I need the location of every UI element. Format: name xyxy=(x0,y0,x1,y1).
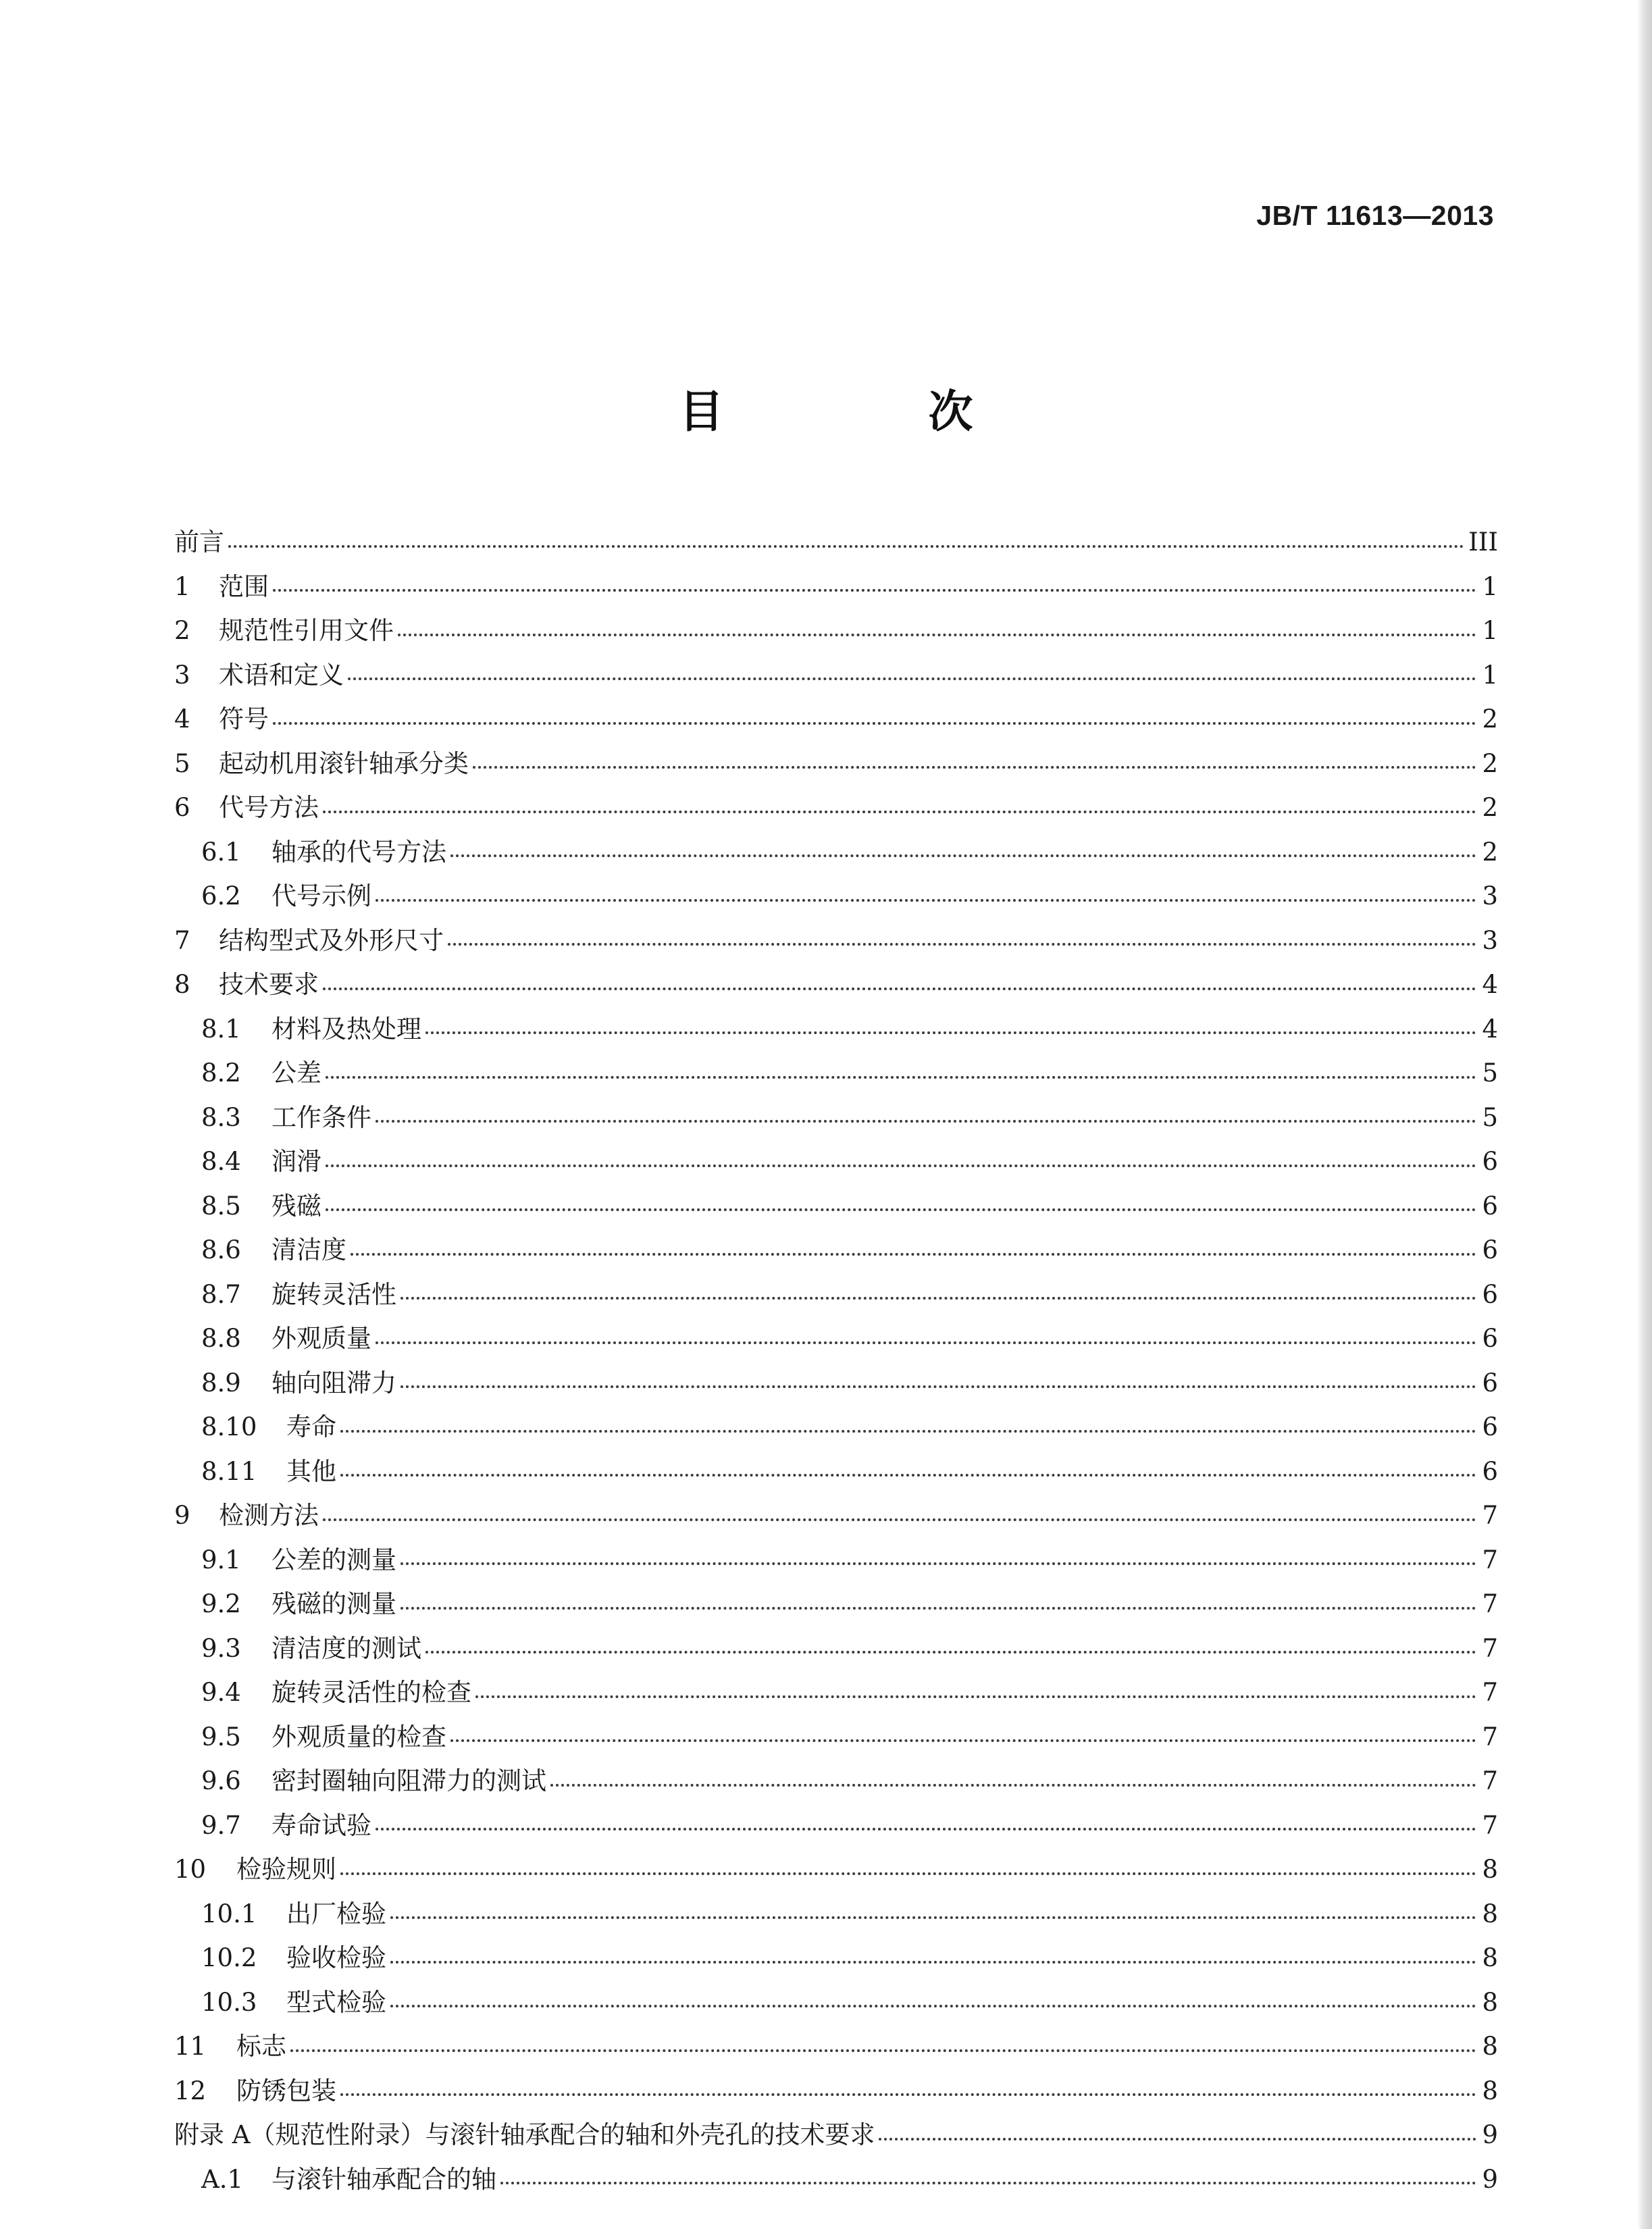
toc-entry-page: 6 xyxy=(1482,1456,1498,1486)
toc-entry-title: 残磁的测量 xyxy=(272,1589,396,1618)
toc-dot-leader xyxy=(401,1553,1476,1566)
toc-entry-number: 11 xyxy=(174,2032,207,2061)
toc-entry-number: 8.9 xyxy=(201,1368,241,1398)
toc-dot-leader xyxy=(290,2040,1476,2053)
toc-dot-leader xyxy=(273,713,1476,726)
toc-entry-page: 7 xyxy=(1482,1589,1498,1618)
toc-dot-leader xyxy=(390,1951,1476,1965)
toc-entry-title: 代号示例 xyxy=(272,881,371,911)
toc-entry-number: 9.2 xyxy=(201,1589,241,1618)
toc-dot-leader xyxy=(326,1067,1476,1080)
toc-entry-title: 轴承的代号方法 xyxy=(272,837,446,867)
toc-entry-number: 8.5 xyxy=(201,1191,241,1221)
toc-entry-page: 2 xyxy=(1482,793,1498,822)
toc-entry-page: 2 xyxy=(1482,837,1498,867)
toc-dot-leader xyxy=(376,1110,1476,1124)
toc-entry-number: 7 xyxy=(174,925,190,955)
toc-dot-leader xyxy=(228,536,1464,549)
toc-entry-page: 8 xyxy=(1482,2032,1498,2061)
toc-entry-title: 技术要求 xyxy=(219,970,319,999)
toc-entry-number: 8.2 xyxy=(201,1058,241,1087)
toc-dot-leader xyxy=(376,1332,1476,1346)
toc-entry[interactable] xyxy=(174,1493,1498,1538)
page-edge-shadow xyxy=(1637,0,1652,2229)
toc-entry-page: 3 xyxy=(1482,925,1498,955)
toc-entry-page: 6 xyxy=(1482,1412,1498,1441)
toc-entry-number: 9.6 xyxy=(201,1766,241,1795)
toc-entry-title: 寿命 xyxy=(286,1412,336,1441)
toc-entry-number: 3 xyxy=(174,660,190,690)
toc-entry[interactable] xyxy=(174,2157,1498,2202)
toc-entry-title: 起动机用滚针轴承分类 xyxy=(219,748,469,778)
toc-entry-title: 规范性引用文件 xyxy=(219,616,394,645)
toc-entry-number: 8.8 xyxy=(201,1324,241,1353)
toc-entry-title: 型式检验 xyxy=(286,1987,386,2017)
toc-dot-leader xyxy=(323,801,1476,815)
toc-entry-title: 外观质量的检查 xyxy=(272,1722,446,1751)
toc-entry-title: 前言 xyxy=(174,528,224,557)
toc-entry-title: 与滚针轴承配合的轴 xyxy=(272,2164,496,2194)
toc-dot-leader xyxy=(326,1199,1476,1212)
toc-dot-leader xyxy=(879,2128,1476,2142)
toc-entry-number: 9.7 xyxy=(201,1810,241,1840)
toc-entry-page: 8 xyxy=(1482,1855,1498,1884)
toc-entry-page: 7 xyxy=(1482,1545,1498,1574)
toc-entry-number: 10.3 xyxy=(201,1987,257,2017)
toc-entry-page: 5 xyxy=(1482,1058,1498,1087)
toc-entry[interactable] xyxy=(174,1184,1498,1229)
toc-entry[interactable] xyxy=(174,1228,1498,1273)
toc-entry-page: 4 xyxy=(1482,970,1498,999)
toc-entry-number: 10.1 xyxy=(201,1899,257,1928)
standard-number: JB/T 11613—2013 xyxy=(1256,200,1494,231)
toc-dot-leader xyxy=(401,1287,1476,1301)
toc-dot-leader xyxy=(376,1818,1476,1832)
toc-entry-page: 1 xyxy=(1482,660,1498,690)
toc-entry-page: 6 xyxy=(1482,1235,1498,1264)
toc-entry-page: 8 xyxy=(1482,1899,1498,1928)
toc-entry-title: 寿命试验 xyxy=(272,1810,371,1840)
toc-entry-title: 旋转灵活性的检查 xyxy=(272,1678,471,1707)
toc-dot-leader xyxy=(450,845,1476,859)
toc-entry-page: 1 xyxy=(1482,571,1498,601)
toc-entry-number: 8.11 xyxy=(201,1456,257,1486)
toc-entry-page: 5 xyxy=(1482,1102,1498,1132)
toc-entry-title: 检验规则 xyxy=(236,1855,336,1884)
toc-entry-number: 6.1 xyxy=(201,837,241,867)
toc-entry-title: 外观质量 xyxy=(272,1324,371,1353)
toc-entry-page: 6 xyxy=(1482,1368,1498,1398)
toc-entry-number: 2 xyxy=(174,616,190,645)
toc-entry[interactable] xyxy=(174,2069,1498,2113)
toc-entry-title: 代号方法 xyxy=(219,793,319,822)
toc-entry-number: 8.7 xyxy=(201,1279,241,1309)
toc-entry-page: 7 xyxy=(1482,1810,1498,1840)
toc-entry[interactable] xyxy=(174,1007,1498,1052)
toc-entry-number: 10 xyxy=(174,1855,207,1884)
toc-entry[interactable] xyxy=(174,1361,1498,1406)
toc-entry[interactable] xyxy=(174,565,1498,609)
toc-entry-number: 8.10 xyxy=(201,1412,257,1441)
toc-dot-leader xyxy=(340,1464,1476,1478)
toc-entry-title: 结构型式及外形尺寸 xyxy=(219,925,444,955)
toc-entry-number: 6.2 xyxy=(201,881,241,911)
toc-dot-leader xyxy=(425,1022,1476,1035)
toc-dot-leader xyxy=(326,1155,1476,1169)
toc-entry-page: 9 xyxy=(1482,2164,1498,2194)
toc-dot-leader xyxy=(550,1774,1476,1788)
toc-entry-page: 7 xyxy=(1482,1722,1498,1751)
toc-entry-title: 出厂检验 xyxy=(286,1899,386,1928)
toc-entry-page: 2 xyxy=(1482,704,1498,734)
toc-entry[interactable] xyxy=(174,1316,1498,1361)
toc-entry[interactable] xyxy=(174,1405,1498,1450)
toc-entry-title: 残磁 xyxy=(272,1191,321,1221)
toc-entry[interactable] xyxy=(174,1582,1498,1626)
toc-entry[interactable] xyxy=(174,1936,1498,1980)
toc-entry[interactable] xyxy=(174,1980,1498,2025)
toc-entry[interactable] xyxy=(174,919,1498,963)
toc-entry-page: 7 xyxy=(1482,1766,1498,1795)
toc-entry[interactable] xyxy=(174,786,1498,830)
toc-dot-leader xyxy=(348,668,1476,682)
toc-entry[interactable] xyxy=(174,1670,1498,1715)
toc-entry-number: 8.3 xyxy=(201,1102,241,1132)
toc-entry-title: 公差的测量 xyxy=(272,1545,396,1574)
toc-entry-page: 7 xyxy=(1482,1678,1498,1707)
toc-dot-leader xyxy=(351,1244,1476,1257)
toc-dot-leader xyxy=(340,1863,1476,1876)
toc-dot-leader xyxy=(323,978,1476,992)
toc-entry-number: 9.3 xyxy=(201,1633,241,1663)
toc-dot-leader xyxy=(323,1509,1476,1522)
toc-entry-number: 5 xyxy=(174,748,190,778)
table-of-contents xyxy=(174,520,1498,2201)
toc-dot-leader xyxy=(401,1376,1476,1389)
toc-entry-title: 材料及热处理 xyxy=(272,1014,421,1044)
toc-entry[interactable] xyxy=(174,830,1498,875)
toc-entry[interactable] xyxy=(174,1538,1498,1583)
toc-entry[interactable] xyxy=(174,1892,1498,1937)
toc-entry[interactable] xyxy=(174,609,1498,653)
toc-entry-title: 轴向阻滞力 xyxy=(272,1368,396,1398)
toc-dot-leader xyxy=(398,624,1476,638)
toc-entry[interactable] xyxy=(174,653,1498,698)
toc-dot-leader xyxy=(500,2172,1476,2186)
toc-entry-title: 术语和定义 xyxy=(219,660,344,690)
toc-dot-leader xyxy=(273,580,1476,593)
toc-entry[interactable] xyxy=(174,1715,1498,1760)
toc-entry-page: 3 xyxy=(1482,881,1498,911)
toc-entry-title: 检测方法 xyxy=(219,1501,319,1530)
toc-entry[interactable] xyxy=(174,1759,1498,1803)
toc-entry[interactable] xyxy=(174,2024,1498,2069)
toc-entry[interactable] xyxy=(174,1051,1498,1096)
toc-entry-page: 9 xyxy=(1482,2120,1498,2149)
toc-entry[interactable] xyxy=(174,1139,1498,1184)
toc-entry[interactable] xyxy=(174,2113,1498,2157)
toc-entry-number: 8.6 xyxy=(201,1235,241,1264)
toc-entry[interactable] xyxy=(174,1803,1498,1848)
toc-entry-page: 6 xyxy=(1482,1279,1498,1309)
toc-entry-number: 8.1 xyxy=(201,1014,241,1044)
toc-dot-leader xyxy=(376,890,1476,903)
toc-dot-leader xyxy=(450,1730,1476,1743)
toc-entry-page: 7 xyxy=(1482,1501,1498,1530)
toc-entry-number: 8.4 xyxy=(201,1147,241,1176)
toc-entry-number: 6 xyxy=(174,793,190,822)
toc-entry[interactable] xyxy=(174,742,1498,786)
toc-entry-title: 符号 xyxy=(219,704,269,734)
toc-entry[interactable] xyxy=(174,1273,1498,1317)
toc-entry-number: 8 xyxy=(174,970,190,999)
toc-entry-title: 旋转灵活性 xyxy=(272,1279,396,1309)
toc-entry-page: 6 xyxy=(1482,1324,1498,1353)
toc-entry-title: 润滑 xyxy=(272,1147,321,1176)
toc-entry-title: 工作条件 xyxy=(272,1102,371,1132)
toc-dot-leader xyxy=(340,2084,1476,2097)
toc-entry-title: 清洁度 xyxy=(272,1235,346,1264)
toc-entry-page: 2 xyxy=(1482,748,1498,778)
toc-entry-page: 6 xyxy=(1482,1147,1498,1176)
toc-entry-title: 标志 xyxy=(236,2032,286,2061)
toc-entry-title: 其他 xyxy=(286,1456,336,1486)
toc-entry[interactable] xyxy=(174,520,1498,565)
toc-dot-leader xyxy=(340,1420,1476,1434)
toc-dot-leader xyxy=(448,933,1476,947)
toc-entry-page: III xyxy=(1468,528,1498,557)
toc-entry[interactable] xyxy=(174,1847,1498,1892)
toc-entry[interactable] xyxy=(174,1450,1498,1494)
toc-entry-number: 1 xyxy=(174,571,190,601)
toc-entry-title: 防锈包装 xyxy=(236,2076,336,2105)
toc-entry-number: 10.2 xyxy=(201,1943,257,1972)
toc-entry-page: 7 xyxy=(1482,1633,1498,1663)
toc-entry-title: 范围 xyxy=(219,571,269,601)
toc-dot-leader xyxy=(401,1597,1476,1611)
toc-dot-leader xyxy=(390,1995,1476,2009)
toc-dot-leader xyxy=(475,1686,1476,1699)
toc-entry-number: 9.4 xyxy=(201,1678,241,1707)
toc-entry-page: 8 xyxy=(1482,1943,1498,1972)
toc-entry[interactable] xyxy=(174,1096,1498,1140)
toc-entry-title: 清洁度的测试 xyxy=(272,1633,421,1663)
toc-entry-number: A.1 xyxy=(201,2164,244,2194)
toc-entry-page: 4 xyxy=(1482,1014,1498,1044)
toc-entry-number: 9 xyxy=(174,1501,190,1530)
toc-entry-title: 密封圈轴向阻滞力的测试 xyxy=(272,1766,546,1795)
toc-entry-number: 12 xyxy=(174,2076,207,2105)
toc-entry-title: 验收检验 xyxy=(286,1943,386,1972)
toc-entry[interactable] xyxy=(174,1626,1498,1671)
toc-dot-leader xyxy=(390,1907,1476,1920)
toc-entry[interactable] xyxy=(174,697,1498,742)
page-title: 目 次 xyxy=(679,386,1068,438)
toc-entry-title: 附录 A（规范性附录）与滚针轴承配合的轴和外壳孔的技术要求 xyxy=(174,2120,875,2149)
toc-entry-number: 4 xyxy=(174,704,190,734)
toc-entry-page: 1 xyxy=(1482,616,1498,645)
toc-dot-leader xyxy=(473,757,1476,770)
toc-entry[interactable] xyxy=(174,874,1498,919)
toc-entry-number: 9.5 xyxy=(201,1722,241,1751)
toc-entry-number: 9.1 xyxy=(201,1545,241,1574)
toc-entry-page: 8 xyxy=(1482,1987,1498,2017)
toc-dot-leader xyxy=(425,1641,1476,1655)
toc-entry-page: 8 xyxy=(1482,2076,1498,2105)
toc-entry-title: 公差 xyxy=(272,1058,321,1087)
toc-entry[interactable] xyxy=(174,963,1498,1007)
toc-entry-page: 6 xyxy=(1482,1191,1498,1221)
